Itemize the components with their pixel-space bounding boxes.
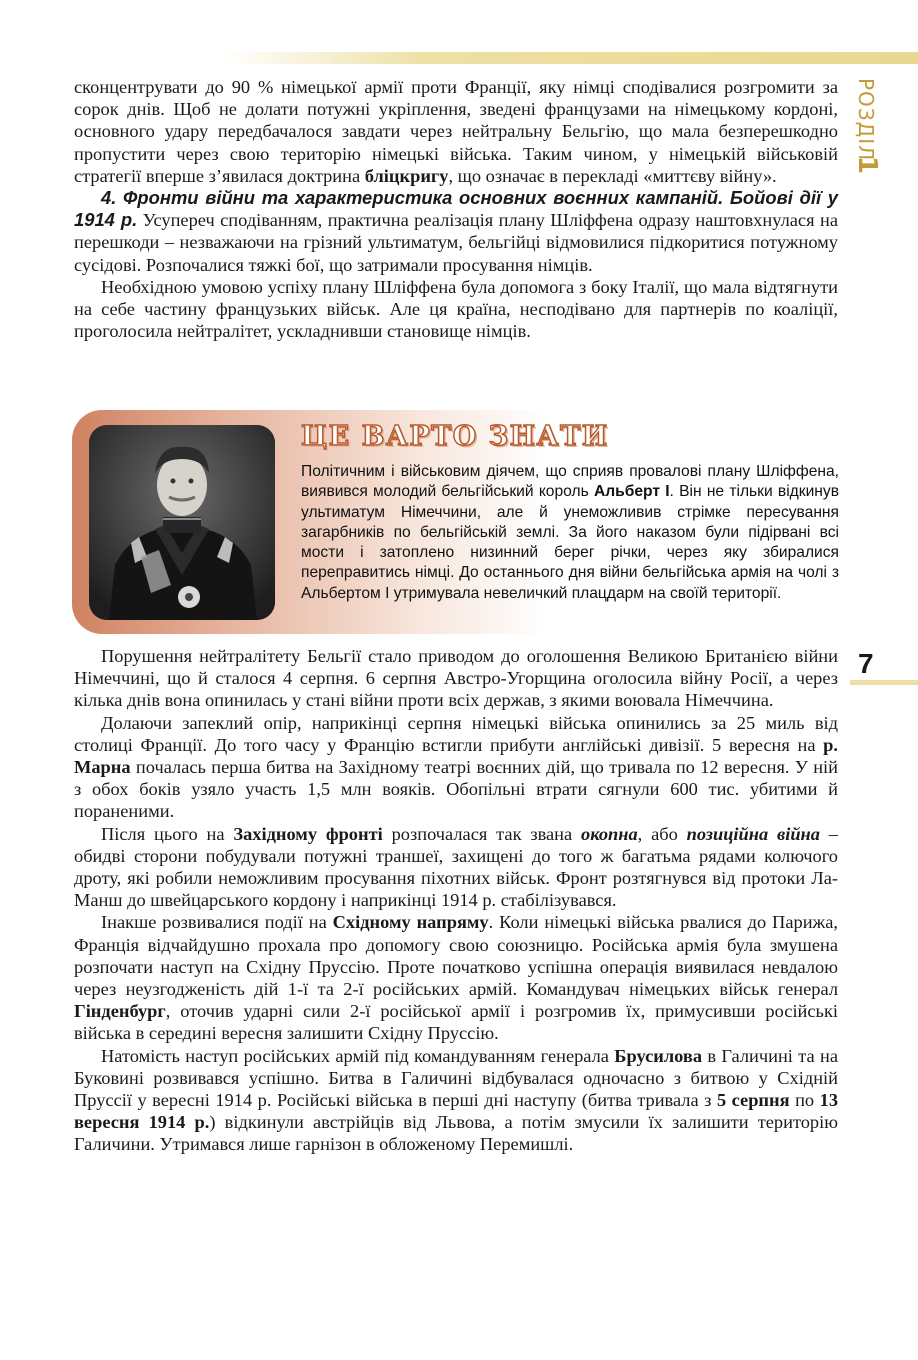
- paragraph-7-a: Інакше розвивалися події на: [101, 912, 333, 933]
- info-box-king-name: Альберт I: [593, 483, 670, 501]
- term-marne: р. Марна: [74, 734, 838, 778]
- paragraph-4-text: Порушення нейтралітету Бельгії стало приводом до оголошення Великою Британією війни Німеччині, що й сталося 4 серпня. 6 серпня Австро-Угорщина оголосила війну Росії, а через кілька днів вона опинилась у стані війни проти всіх держав, з якими воювала Німеччина.: [74, 646, 838, 711]
- paragraph-1-text: сконцентрувати до 90 % німецької армії проти Франції, яку німці сподівалися розгромити за сорок днів. Щоб не долати потужні укріплення, зведені французами на німецькому кордоні, основного удару передбачалося завдати через нейтральну Бельгію, що мала безперешкодно пропустити через свою територію німецькі війська. Таким чином, у німецькій військовій стратегії вперше з’явилася доктрина: [74, 77, 838, 186]
- paragraph-6-d: – обидві сторони побудували потужні траншеї, захищені до того ж багатьма рядами колючого дроту, які робили неможливим просування піхотних військ. Фронт розтягнувся від протоки Ла-Манш до швейцарського кордону і наприкінці 1914 р. стабілізувався.: [74, 823, 838, 911]
- info-box-text-2: . Він не тільки відкинув ультиматум Німеччини, але й унеможливив стрімке пересування загарбників по бельгійській землі. За його наказом були підірвані всі мости і затоплено низинний берег річки, через яку збиралися переправитись німці. До останнього дня війни бельгійська армія на чолі з Альбертом I утримувала невеличкий плацдарм на своїй території.: [301, 483, 840, 602]
- paragraph-8-c: по: [789, 1090, 820, 1111]
- term-brusilov: Брусилова: [614, 1045, 703, 1066]
- info-box-title: ЦЕ ВАРТО ЗНАТИ: [301, 421, 609, 452]
- paragraph-3: [74, 276, 838, 343]
- paragraph-1-end: , що означає в перекладі «миттєву війну».: [448, 165, 777, 186]
- paragraph-5-a: Долаючи запеклий опір, наприкінці серпня німецькі війська опинились за 25 миль від столиці Франції. До того часу у Францію встигли прибути англійські дивізії. 5 вересня на: [74, 712, 838, 755]
- section-heading: 4. Фронти війни та характеристика основних воєнних кампаній. Бойові дії у 1914 р.: [74, 187, 838, 231]
- paragraph-1: [74, 76, 838, 187]
- date-start: 5 серпня: [716, 1090, 790, 1111]
- term-hindenburg: Гінденбург: [74, 1001, 166, 1022]
- term-positional-war: позиційна війна: [686, 823, 820, 844]
- paragraph-6-b: розпочалася так звана: [382, 823, 582, 844]
- page-number-block: [850, 648, 918, 688]
- info-box-text: [301, 462, 839, 604]
- paragraph-5: [74, 712, 838, 823]
- paragraph-3-text: Необхідною умовою успіху плану Шліффена була допомога з боку Італії, що мала відтягнути на себе частину французьких військ. Але ця країна, несподівано для партнерів по коаліції, проголосила нейтралітет, ускладнивши становище німців.: [74, 276, 838, 342]
- paragraph-8-a: Натомість наступ російських армій під командуванням генерала: [101, 1045, 615, 1066]
- text-block-top: [74, 76, 838, 342]
- paragraph-7-b: . Коли німецькі війська рвалися до Парижа, Франція відчайдушно прохала про допомогу свою союзницю. Російська армія була змушена розпочати наступ на Східну Пруссію. Проте початково успішна операція виявилася невдалою через неузгодженість дій 1-ї та 2-ї російських армій. Командувач німецьких військ генерал: [74, 912, 839, 1000]
- paragraph-6: [74, 823, 838, 912]
- page-number-underline: [850, 680, 918, 685]
- header-decor-bar: [222, 52, 918, 64]
- term-blitzkrieg: бліцкригу: [364, 165, 449, 186]
- section-marker: [846, 78, 880, 188]
- portrait-photo: [89, 425, 275, 620]
- paragraph-6-c: , або: [637, 823, 687, 844]
- term-trench: окопна: [581, 823, 638, 844]
- paragraph-7-c: , оточив ударні сили 2-ї російської армії і розгромив їх, примусивши російські війська в середині вересня залишити Східну Пруссію.: [74, 1001, 838, 1044]
- paragraph-8-d: ) відкинули австрійців від Львова, а потім змусили їх залишити територію Галичини. Утримався лише гарнізон в обложеному Перемишлі.: [74, 1112, 838, 1155]
- section-number: 1: [852, 156, 882, 175]
- text-block-bottom: [74, 645, 838, 1156]
- paragraph-6-a: Після цього на: [101, 823, 234, 844]
- paragraph-2: [74, 187, 838, 276]
- paragraph-5-b: почалась перша битва на Західному театрі воєнних дій, що тривала по 12 вересня. У ній з обох боків узяло участь 1,5 млн вояків. Обопільні втрати сягнули 600 тис. убитими й пораненими.: [74, 757, 838, 822]
- paragraph-4: [74, 645, 838, 712]
- page-number: 7: [858, 648, 874, 679]
- term-eastern-direction: Східному напряму: [332, 912, 489, 933]
- info-box-text-1: Політичним і військовим діячем, що сприяв провалові плану Шліффена, виявився молодий бельгійський король: [301, 463, 839, 501]
- paragraph-8: [74, 1045, 838, 1156]
- paragraph-8-b: в Галичині та на Буковині розвивався успішно. Битва в Галичині відбувалася одночасно з битвою у Східній Пруссії у вересні 1914 р. Російські війська в перші дні наступу (битва тривала з: [74, 1045, 838, 1111]
- term-western-front: Західному фронті: [233, 823, 383, 844]
- paragraph-7: [74, 911, 838, 1044]
- section-word: РОЗДІЛ: [854, 78, 878, 162]
- paragraph-2-text: Усупереч сподіванням, практична реалізація плану Шліффена одразу наштовхнулася на перешкоди – незважаючи на грізний ультиматум, бельгійці відмовилися підкоритися потужному сусідові. Розпочалися тяжкі бої, що затримали просування німців.: [74, 210, 838, 275]
- portrait-illustration: [89, 425, 275, 620]
- date-end: 13 вересня 1914 р.: [74, 1090, 839, 1133]
